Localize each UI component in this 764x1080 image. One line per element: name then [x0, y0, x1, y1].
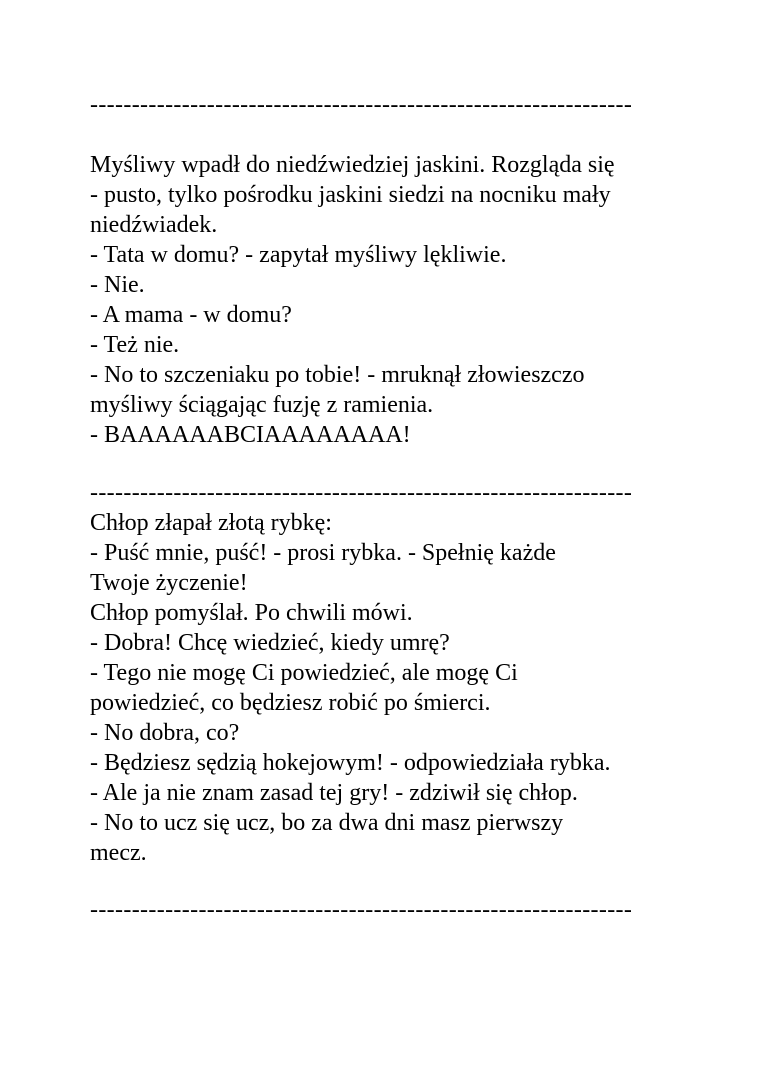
separator-middle: -----------------------------------------------------------------	[90, 480, 633, 506]
joke2-line: - No to ucz się ucz, bo za dwa dni masz pierwszy	[90, 810, 564, 836]
joke1-line: Myśliwy wpadł do niedźwiedziej jaskini. Rozgląda się	[90, 152, 615, 178]
joke1-line: - Nie.	[90, 272, 145, 298]
joke1-line: niedźwiadek.	[90, 212, 218, 238]
joke2-line: - Będziesz sędzią hokejowym! - odpowiedziała rybka.	[90, 750, 611, 776]
joke2-line: Twoje życzenie!	[90, 570, 248, 596]
joke2-line: mecz.	[90, 840, 147, 866]
joke2-line: powiedzieć, co będziesz robić po śmierci.	[90, 690, 491, 716]
joke2-line: Chłop złapał złotą rybkę:	[90, 510, 332, 536]
joke2-line: Chłop pomyślał. Po chwili mówi.	[90, 600, 413, 626]
joke2-line: - Dobra! Chcę wiedzieć, kiedy umrę?	[90, 630, 450, 656]
joke1-line: - BAAAAAABCIAAAAAAAA!	[90, 422, 411, 448]
joke2-line: - Tego nie mogę Ci powiedzieć, ale mogę Ci	[90, 660, 518, 686]
joke1-line: - Też nie.	[90, 332, 180, 358]
joke1-line: - Tata w domu? - zapytał myśliwy lękliwie.	[90, 242, 507, 268]
joke1-line: - No to szczeniaku po tobie! - mruknął złowieszczo	[90, 362, 585, 388]
joke1-line: - pusto, tylko pośrodku jaskini siedzi na nocniku mały	[90, 182, 611, 208]
separator-top: -----------------------------------------------------------------	[90, 92, 633, 118]
joke2-line: - No dobra, co?	[90, 720, 240, 746]
joke2-line: - Puść mnie, puść! - prosi rybka. - Spełnię każde	[90, 540, 556, 566]
separator-bottom: -----------------------------------------------------------------	[90, 897, 633, 923]
joke1-line: myśliwy ściągając fuzję z ramienia.	[90, 392, 434, 418]
joke1-line: - A mama - w domu?	[90, 302, 292, 328]
joke2-line: - Ale ja nie znam zasad tej gry! - zdziwił się chłop.	[90, 780, 578, 806]
